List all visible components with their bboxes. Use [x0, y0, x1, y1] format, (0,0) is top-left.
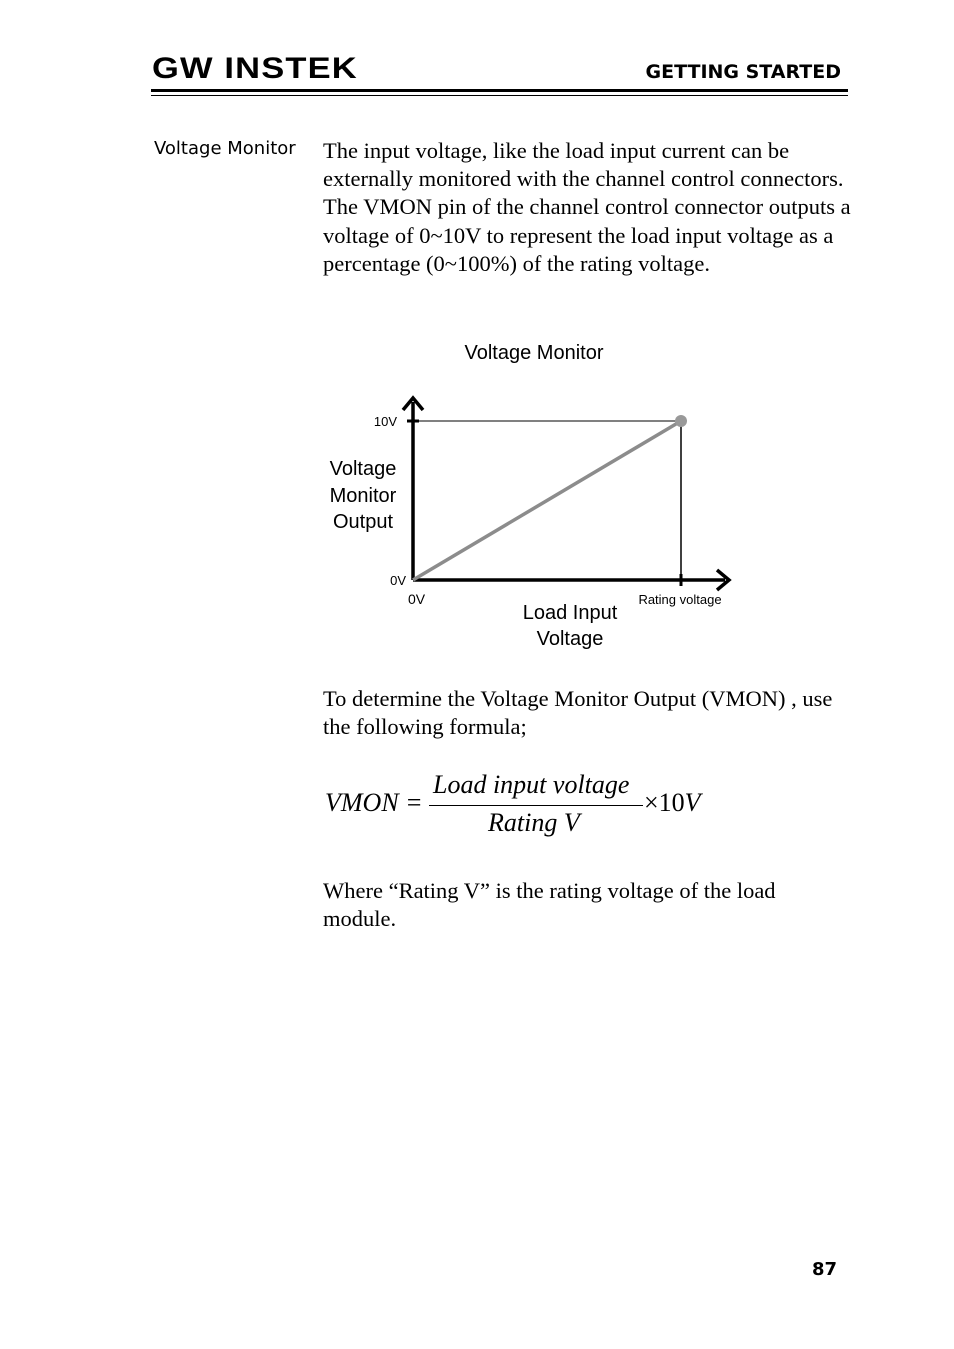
formula-times: ×10 — [644, 788, 685, 817]
formula-intro-paragraph: To determine the Voltage Monitor Output (VMON) , use the following formula; — [323, 686, 833, 740]
chart-title: Voltage Monitor — [464, 342, 604, 364]
y-tick-label-0v: 0V — [390, 573, 406, 588]
note-paragraph: Where “Rating V” is the rating voltage of the load module. — [323, 878, 776, 932]
x-tick-label-0v: 0V — [408, 591, 426, 607]
side-heading: Voltage Monitor — [154, 138, 296, 159]
y-axis-label-line-3: Output — [332, 511, 394, 533]
x-axis-label-line-2: Voltage — [536, 628, 604, 650]
header-rule-thick — [151, 89, 848, 92]
vmon-formula — [323, 768, 743, 848]
page-number: 87 — [812, 1259, 838, 1280]
formula-unit: V — [684, 788, 701, 817]
x-tick-label-rating: Rating voltage — [638, 592, 722, 607]
y-tick-label-10v: 10V — [373, 414, 397, 429]
header-rule-thin — [151, 95, 848, 96]
gw-instek-logo: GW INSTEK — [152, 52, 358, 85]
formula-lhs: VMON = — [325, 788, 423, 817]
y-axis-label-line-2: Monitor — [329, 485, 397, 507]
formula-multiplier — [644, 788, 701, 818]
voltage-monitor-chart — [300, 330, 760, 670]
fraction-bar — [429, 805, 643, 806]
section-title: GETTING STARTED — [645, 61, 841, 83]
y-axis-label-line-1: Voltage — [329, 458, 397, 480]
series-line — [413, 421, 681, 580]
x-axis-label-line-1: Load Input — [522, 602, 618, 624]
formula-denominator: Rating V — [488, 808, 580, 837]
formula-numerator: Load input voltage — [433, 770, 630, 799]
intro-paragraph: The input voltage, like the load input current can be externally monitored with the channel control connectors. The VMON pin of the channel control connector outputs a voltage of 0~10V to represent the load input voltage as a percentage (0~100%) of the rating voltage. — [323, 138, 851, 276]
data-point-rating — [675, 415, 687, 427]
